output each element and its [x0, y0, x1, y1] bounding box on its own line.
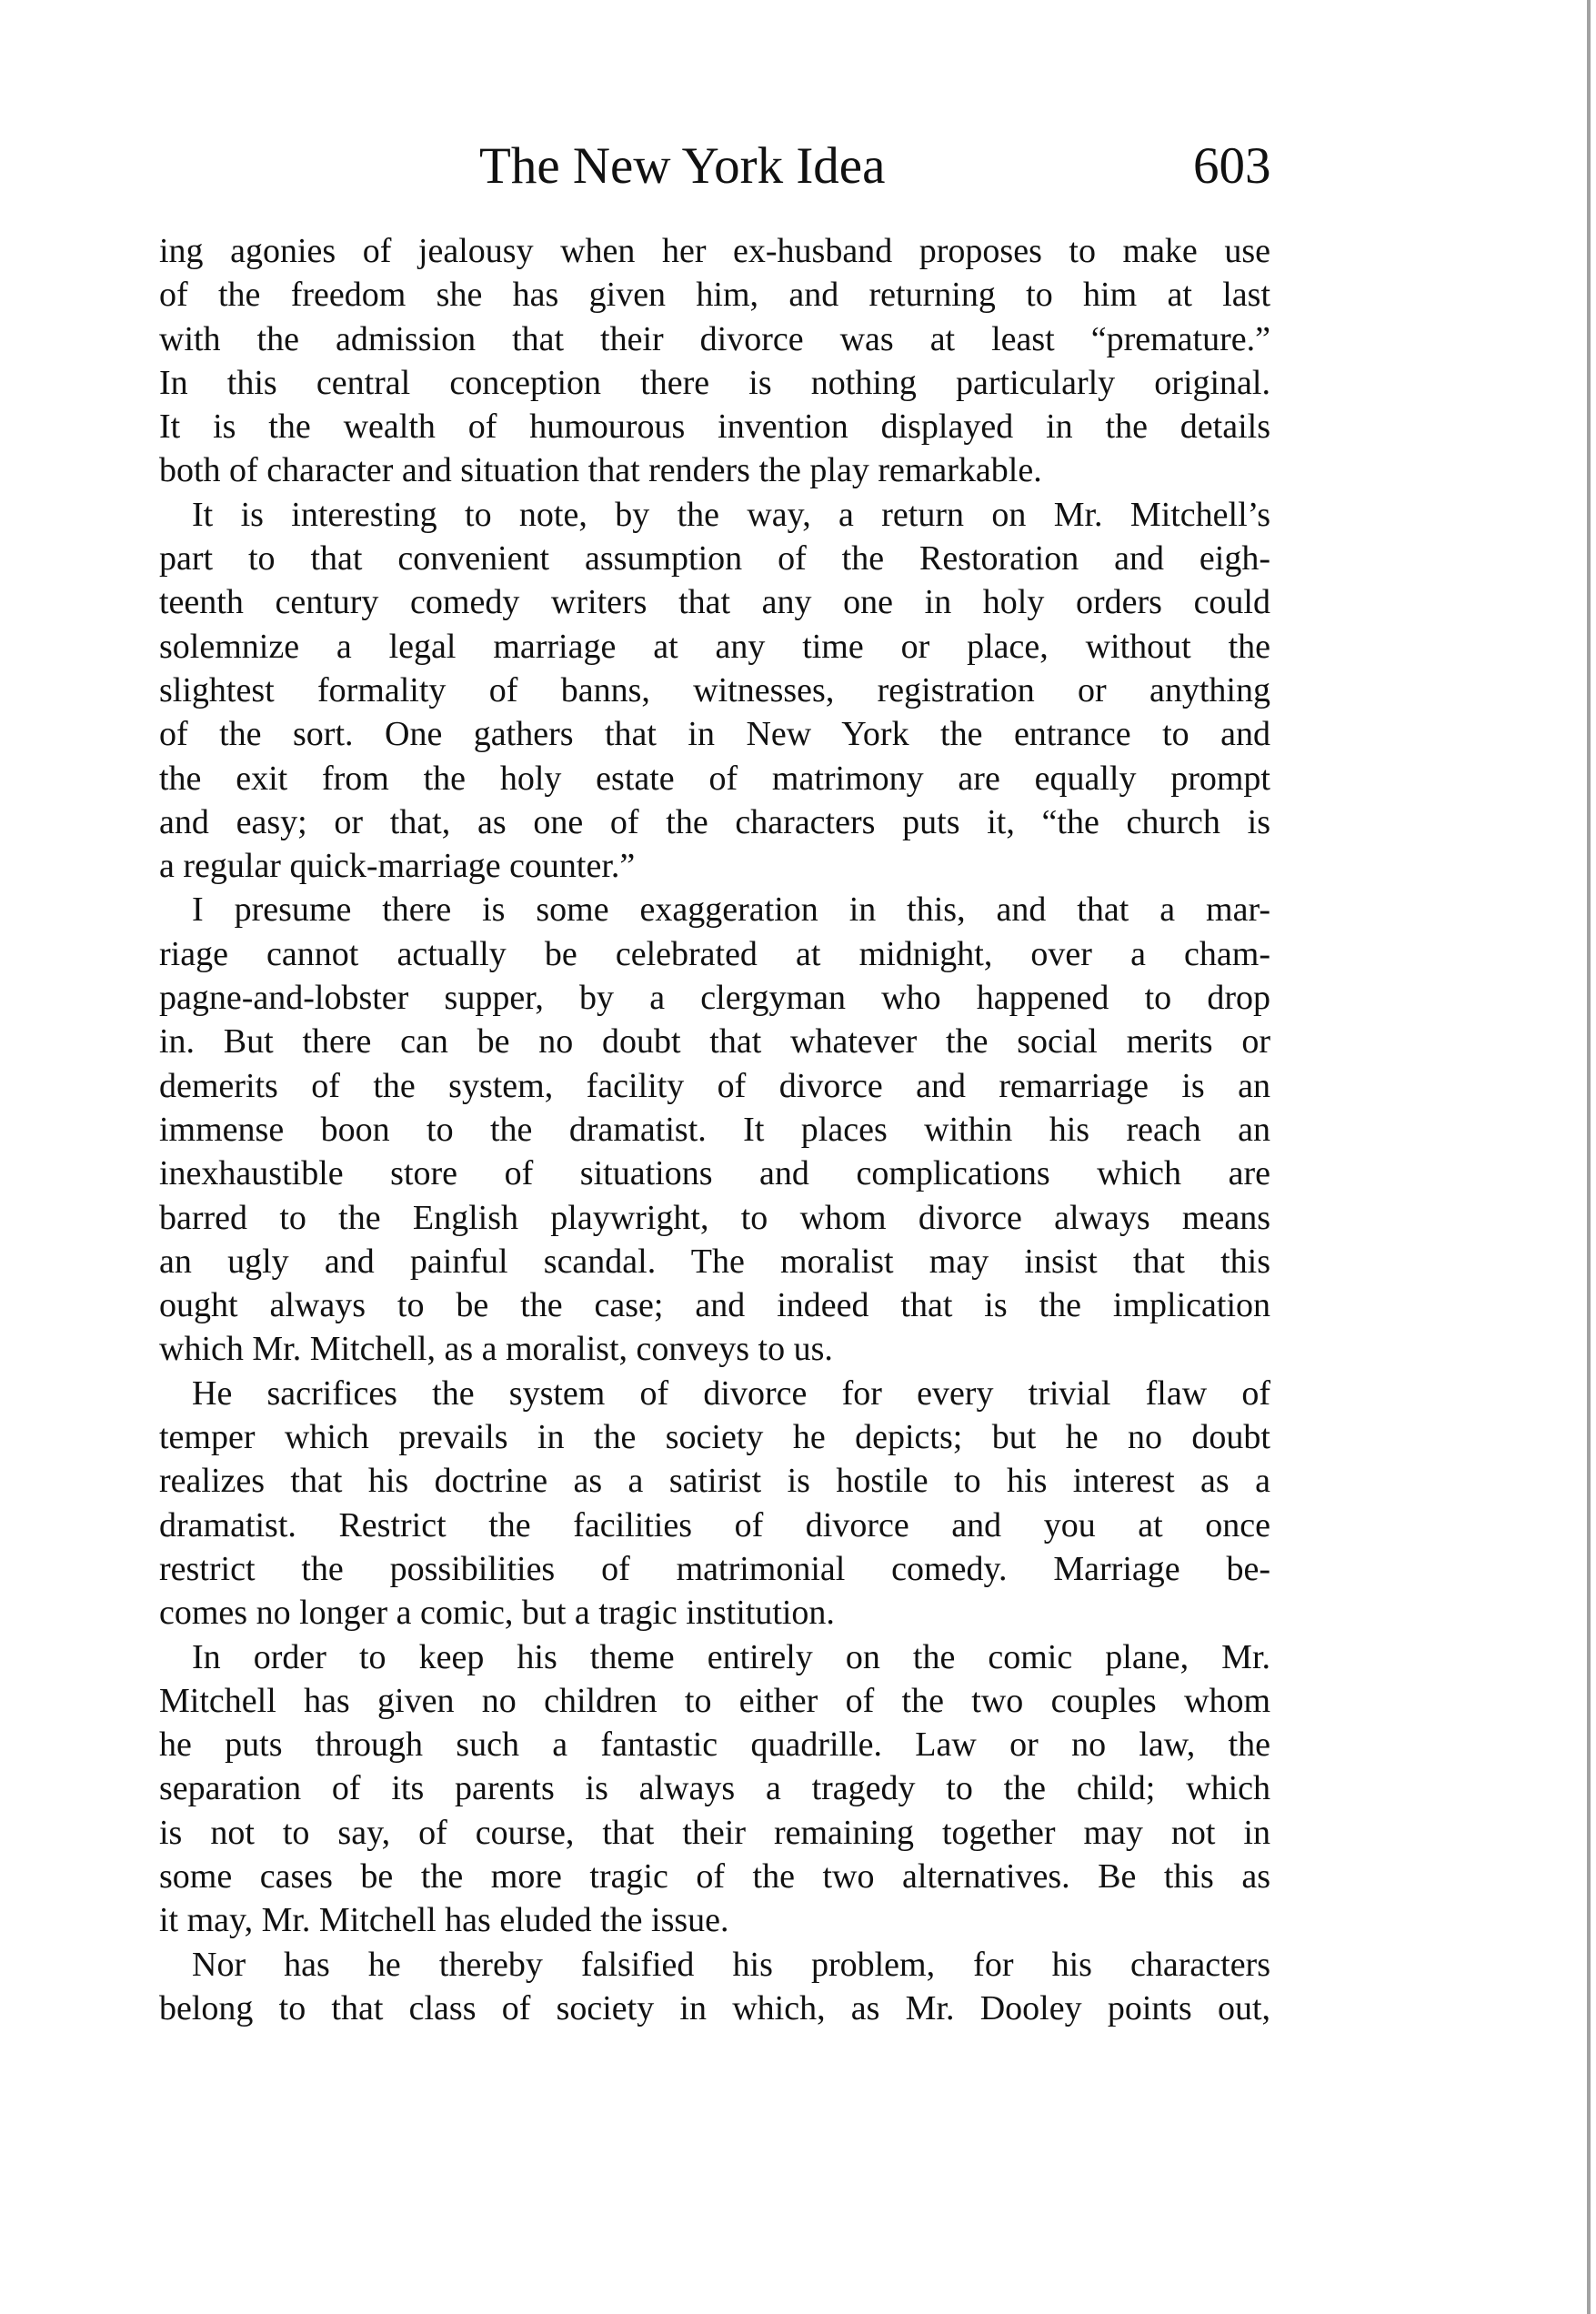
- text-line: both of character and situation that renders the play remarkable.: [159, 451, 1042, 490]
- body-text: [159, 229, 1270, 2030]
- text-line: It is the wealth of humourous invention displayed in the details: [159, 407, 1270, 447]
- text-line: It is interesting to note, by the way, a return on Mr. Mitchell’s: [192, 495, 1270, 534]
- text-line: of the freedom she has given him, and returning to him at last: [159, 276, 1270, 315]
- text-line: dramatist. Restrict the facilities of divorce and you at once: [159, 1505, 1270, 1544]
- text-line: and easy; or that, as one of the characters puts it, “the church is: [159, 802, 1270, 841]
- paragraph: [159, 888, 1270, 1371]
- text-line: ing agonies of jealousy when her ex-husband proposes to make use: [159, 232, 1270, 270]
- text-line: ought always to be the case; and indeed that is the implication: [159, 1286, 1270, 1325]
- paragraph: [159, 1372, 1270, 1635]
- running-header: [0, 136, 1596, 200]
- text-line: it may, Mr. Mitchell has eluded the issue.: [159, 1901, 729, 1940]
- text-line: riage cannot actually be celebrated at midnight, over a cham-: [159, 934, 1270, 973]
- text-line: solemnize a legal marriage at any time or place, without the: [159, 627, 1270, 666]
- text-line: pagne-and-lobster supper, by a clergyman who happened to drop: [159, 979, 1270, 1018]
- text-line: belong to that class of society in which, as Mr. Dooley points out,: [159, 1988, 1270, 2027]
- text-line: part to that convenient assumption of the Restoration and eigh-: [159, 539, 1270, 578]
- page-number: 603: [1193, 137, 1271, 195]
- text-line: which Mr. Mitchell, as a moralist, conveys to us.: [159, 1330, 833, 1369]
- text-line: inexhaustible store of situations and complications which are: [159, 1154, 1270, 1193]
- text-line: Nor has he thereby falsified his problem, for his characters: [192, 1945, 1270, 1984]
- text-line: temper which prevails in the society he depicts; but he no doubt: [159, 1418, 1270, 1457]
- text-line: teenth century comedy writers that any one in holy orders could: [159, 583, 1270, 622]
- text-line: comes no longer a comic, but a tragic institution.: [159, 1594, 835, 1633]
- text-line: slightest formality of banns, witnesses, registration or anything: [159, 670, 1270, 709]
- text-line: an ugly and painful scandal. The moralist may insist that this: [159, 1242, 1270, 1281]
- text-line: he puts through such a fantastic quadrille. Law or no law, the: [159, 1725, 1270, 1765]
- text-line: In this central conception there is nothing particularly original.: [159, 363, 1270, 402]
- paragraph: [159, 493, 1270, 889]
- text-line: is not to say, of course, that their remaining together may not in: [159, 1813, 1270, 1852]
- text-line: realizes that his doctrine as a satirist is hostile to his interest as a: [159, 1462, 1270, 1501]
- text-line: barred to the English playwright, to whom divorce always means: [159, 1198, 1270, 1237]
- text-line: restrict the possibilities of matrimonial comedy. Marriage be-: [159, 1549, 1270, 1588]
- text-line: In order to keep his theme entirely on the comic plane, Mr.: [192, 1637, 1270, 1676]
- text-line: the exit from the holy estate of matrimony are equally prompt: [159, 759, 1270, 798]
- text-line: with the admission that their divorce was at least “premature.”: [159, 319, 1270, 358]
- text-line: immense boon to the dramatist. It places within his reach an: [159, 1110, 1270, 1149]
- paragraph: [159, 1943, 1270, 2031]
- page-edge-shadow: [1587, 0, 1591, 2314]
- paragraph: [159, 1635, 1270, 1943]
- text-line: a regular quick-marriage counter.”: [159, 847, 636, 886]
- text-line: of the sort. One gathers that in New York the entrance to and: [159, 715, 1270, 754]
- text-line: He sacrifices the system of divorce for every trivial flaw of: [192, 1373, 1270, 1413]
- text-line: some cases be the more tragic of the two alternatives. Be this as: [159, 1856, 1270, 1896]
- paragraph: [159, 229, 1270, 493]
- text-line: in. But there can be no doubt that whatever the social merits or: [159, 1022, 1270, 1061]
- text-line: I presume there is some exaggeration in this, and that a mar-: [192, 890, 1270, 930]
- text-line: Mitchell has given no children to either of the two couples whom: [159, 1681, 1270, 1720]
- text-line: demerits of the system, facility of divorce and remarriage is an: [159, 1066, 1270, 1105]
- text-line: separation of its parents is always a tragedy to the child; which: [159, 1769, 1270, 1808]
- running-title: The New York Idea: [479, 137, 886, 195]
